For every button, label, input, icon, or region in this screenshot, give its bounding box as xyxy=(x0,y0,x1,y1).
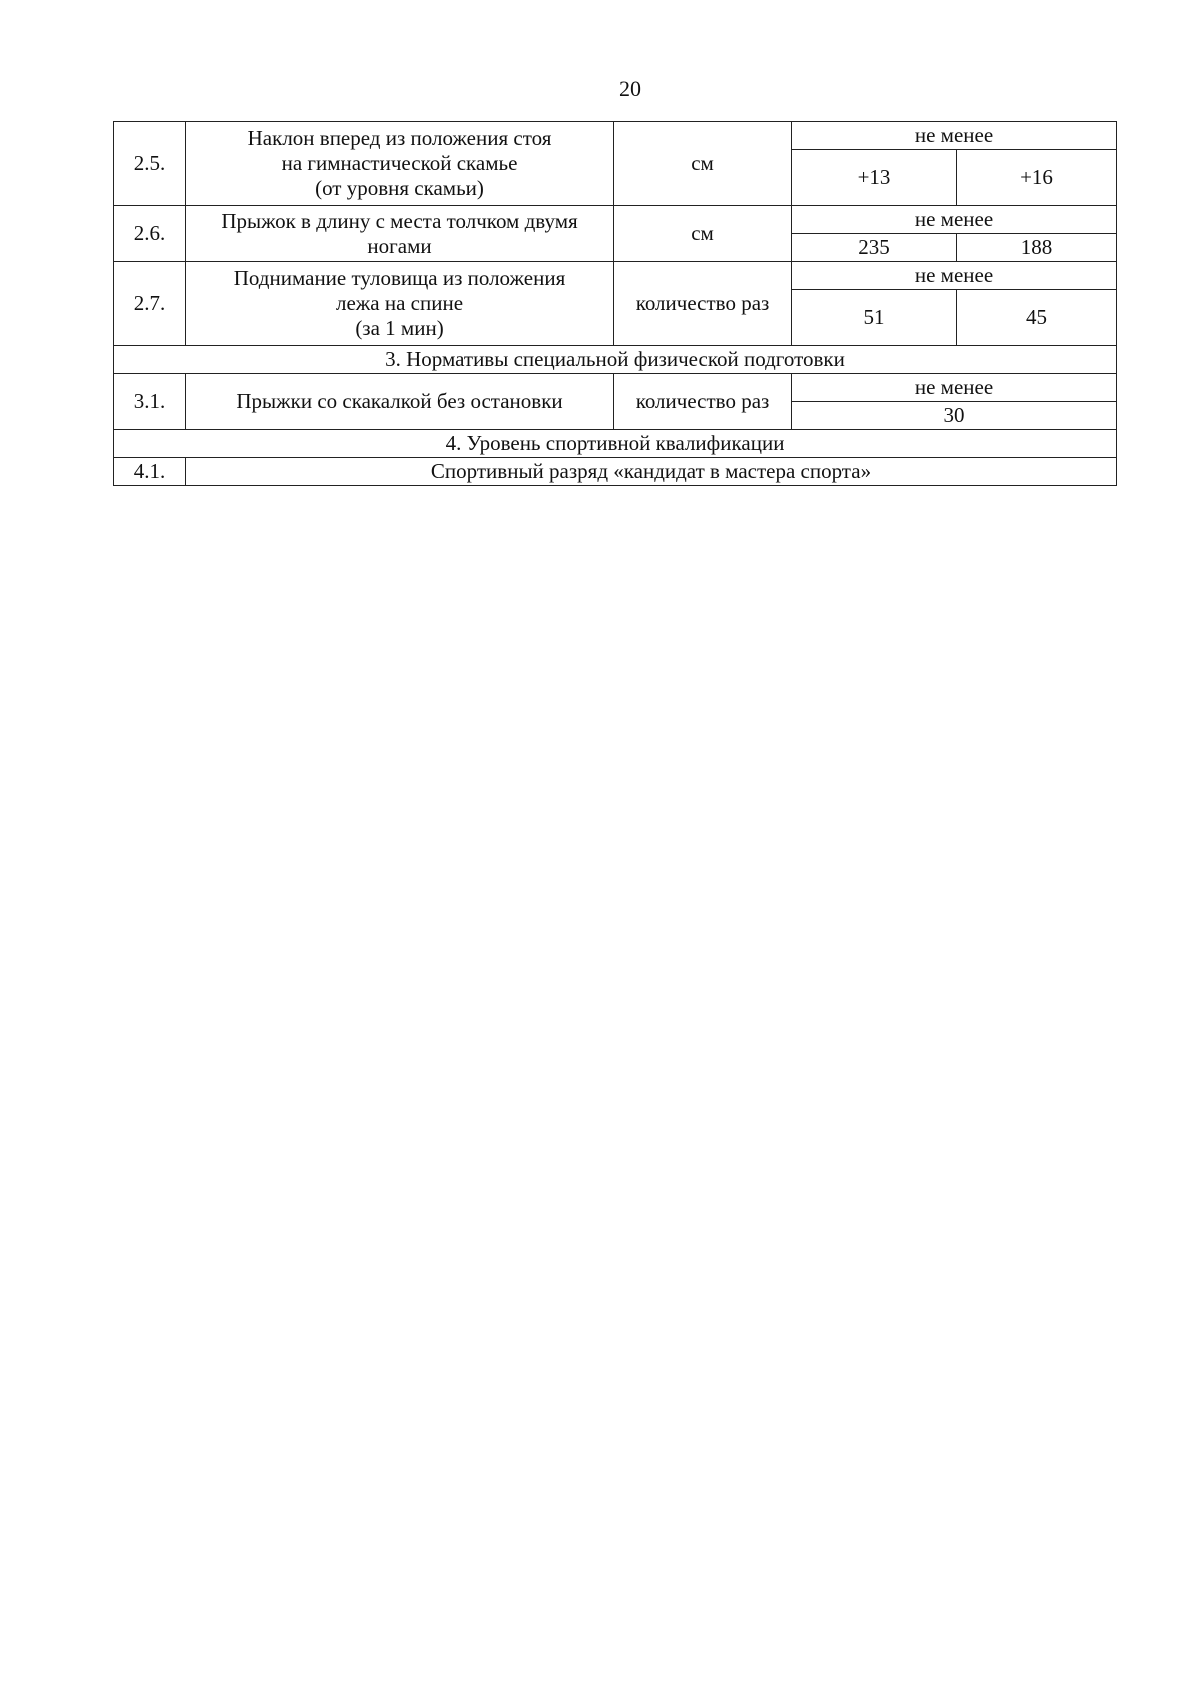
value-cell: 51 xyxy=(792,290,957,346)
unit-cell: количество раз xyxy=(614,262,792,346)
section-header-row xyxy=(114,430,1117,458)
exercise-name-line: Наклон вперед из положения стоя xyxy=(247,126,552,150)
section-title: 3. Нормативы специальной физической подготовки xyxy=(114,346,1117,374)
unit-cell: количество раз xyxy=(614,374,792,430)
exercise-name xyxy=(186,262,614,346)
exercise-name xyxy=(186,206,614,262)
table-row xyxy=(114,262,1117,290)
qualifier-cell: не менее xyxy=(792,374,1117,402)
exercise-name-line: Прыжок в длину с места толчком двумя xyxy=(221,208,578,233)
section-header-row xyxy=(114,346,1117,374)
value-cell: +13 xyxy=(792,150,957,206)
qualification-text: Спортивный разряд «кандидат в мастера спорта» xyxy=(186,458,1117,486)
value-cell: 235 xyxy=(792,234,957,262)
exercise-name-line: лежа на спине xyxy=(335,291,464,315)
page-number: 20 xyxy=(619,76,641,101)
unit-cell: см xyxy=(614,122,792,206)
exercise-name-line: на гимнастической скамье xyxy=(281,151,518,175)
exercise-name-line: Поднимание туловища из положения xyxy=(233,266,566,290)
exercise-name xyxy=(186,122,614,206)
exercise-name-line: (за 1 мин) xyxy=(355,316,444,340)
qualifier-cell: не менее xyxy=(792,262,1117,290)
value-cell: 188 xyxy=(957,234,1117,262)
table-row xyxy=(114,458,1117,486)
section-title: 4. Уровень спортивной квалификации xyxy=(114,430,1117,458)
row-number: 3.1. xyxy=(114,374,186,430)
value-cell: 30 xyxy=(792,402,1117,430)
row-number: 4.1. xyxy=(114,458,186,486)
qualifier-cell: не менее xyxy=(792,206,1117,234)
table-row xyxy=(114,206,1117,234)
table-row xyxy=(114,122,1117,150)
table-row xyxy=(114,374,1117,402)
qualifier-cell: не менее xyxy=(792,122,1117,150)
row-number: 2.5. xyxy=(114,122,186,206)
norms-table xyxy=(113,121,1117,486)
value-cell: 45 xyxy=(957,290,1117,346)
exercise-name-line: (от уровня скамьи) xyxy=(315,176,484,200)
row-number: 2.6. xyxy=(114,206,186,262)
row-number: 2.7. xyxy=(114,262,186,346)
unit-cell: см xyxy=(614,206,792,262)
exercise-name-line: ногами xyxy=(367,233,432,258)
value-cell: +16 xyxy=(957,150,1117,206)
exercise-name: Прыжки со скакалкой без остановки xyxy=(186,374,614,430)
